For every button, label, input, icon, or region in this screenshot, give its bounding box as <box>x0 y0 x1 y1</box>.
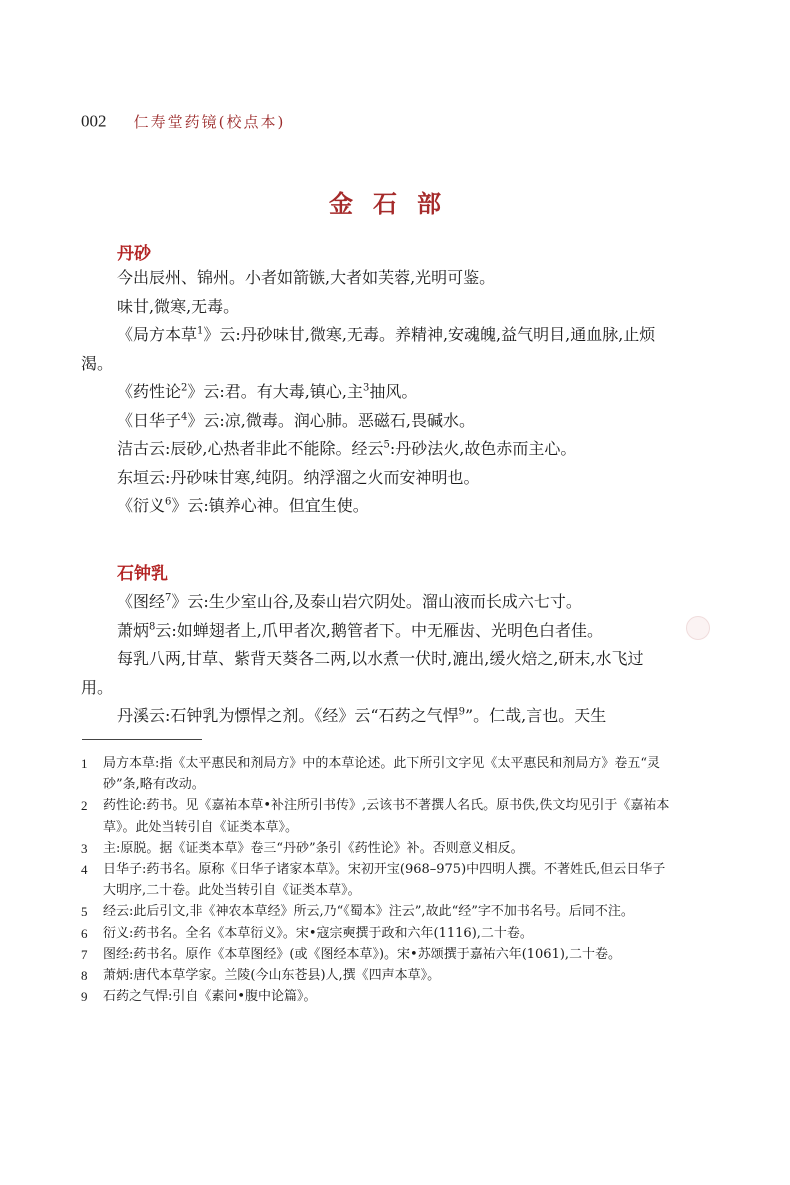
footnote <box>81 923 671 944</box>
footnote <box>81 986 671 1007</box>
running-title: 仁寿堂药镜(校点本) <box>133 113 286 131</box>
footnote-number: 9 <box>81 989 88 1005</box>
section-title-shizhongru: 石钟乳 <box>117 564 168 584</box>
footnote-number: 7 <box>81 946 88 962</box>
seal-mark <box>686 616 710 640</box>
section-body-dansha <box>81 264 669 521</box>
footnote-ref: 9 <box>458 706 465 718</box>
footnote <box>81 838 671 859</box>
footnote-text: 衍义:药书名。全名《本草衍义》。宋•寇宗奭撰于政和六年(1116),二十卷。 <box>103 925 533 941</box>
paragraph: 丹溪云:石钟乳为慓悍之剂。《经》云“石药之气悍$^9$”。仁哉,言也。天生 <box>117 706 607 725</box>
page-number: 002 <box>81 111 107 131</box>
footnote-number: 4 <box>81 862 88 878</box>
running-header <box>81 111 285 135</box>
footnote-ref: 5 <box>383 439 390 451</box>
paragraph: 萧炳$^8$云:如蝉翅者上,爪甲者次,鹅管者下。中无雁齿、光明色白者佳。 <box>117 620 603 640</box>
footnote-ref: 6 <box>165 496 172 508</box>
footnote-text: 萧炳:唐代本草学家。兰陵(今山东苍县)人,撰《四声本草》。 <box>103 968 441 984</box>
footnote-ref: 2 <box>181 382 188 394</box>
footnote <box>81 965 671 986</box>
section-title-dansha: 丹砂 <box>117 244 151 264</box>
footnote-text: 主:原脱。据《证类本草》卷三“丹砂”条引《药性论》补。否则意义相反。 <box>103 840 524 856</box>
footnote-text: 石药之气悍:引自《素问•腹中论篇》。 <box>103 989 317 1005</box>
footnote-ref: 8 <box>149 621 156 633</box>
paragraph: 《局方本草$^1$》云:丹砂味甘,微寒,无毒。养精神,安魂魄,益气明目,通血脉,止烦渴。 <box>81 325 656 373</box>
footnote-number: 2 <box>81 798 88 814</box>
footnote-number: 8 <box>81 968 88 984</box>
footnote-text: 经云:此后引文,非《神农本草经》所云,乃“《蜀本》注云”,故此“经”字不加书名号。后同不注。 <box>103 904 634 920</box>
footnote-divider <box>82 739 202 740</box>
paragraph: 今出辰州、锦州。小者如箭镞,大者如芙蓉,光明可鉴。 <box>117 268 496 287</box>
paragraph: 东垣云:丹砂味甘寒,纯阴。纳浮溜之火而安神明也。 <box>117 467 480 487</box>
chapter-title: 金石部 <box>329 189 461 218</box>
paragraph: 《衍义$^6$》云:镇养心神。但宜生使。 <box>117 496 369 515</box>
footnote <box>81 901 671 922</box>
footnote-text: 局方本草:指《太平惠民和剂局方》中的本草论述。此下所引文字见《太平惠民和剂局方》卷五“灵砂”条,略有改动。 <box>103 756 661 793</box>
footnote <box>81 859 671 901</box>
footnote-number: 5 <box>81 904 88 920</box>
paragraph: 《药性论$^2$》云:君。有大毒,镇心,主$^3$抽风。 <box>117 382 418 401</box>
paragraph: 《日华子$^4$》云:凉,微毒。润心肺。恶磁石,畏碱水。 <box>117 410 475 430</box>
paragraph: 《图经$^7$》云:生少室山谷,及泰山岩穴阴处。溜山液而长成六七寸。 <box>117 592 582 611</box>
footnote-ref: 1 <box>197 325 204 337</box>
footnote-number: 6 <box>81 925 88 941</box>
footnote-number: 1 <box>81 756 88 771</box>
footnote-ref: 4 <box>181 411 188 423</box>
footnote-ref: 7 <box>165 592 172 604</box>
paragraph: 洁古云:辰砂,心热者非此不能除。经云$^5$:丹砂法火,故色赤而主心。 <box>117 439 577 458</box>
footnote-number: 3 <box>81 840 88 856</box>
footnote-text: 药性论:药书。见《嘉祐本草•补注所引书传》,云该书不著撰人名氏。原书佚,佚文均见引于《嘉祐本草》。此处当转引自《证类本草》。 <box>103 798 670 835</box>
footnote-text: 日华子:药书名。原称《日华子诸家本草》。宋初开宝(968–975)中四明人撰。不著姓氏,但云日华子大明序,二十卷。此处当转引自《证类本草》。 <box>103 862 666 899</box>
footnotes <box>81 753 671 1007</box>
paragraph: 每乳八两,甘草、紫背天葵各二两,以水煮一伏时,漉出,缓火焙之,研末,水飞过用。 <box>81 649 644 697</box>
section-body-shizhongru <box>81 588 669 731</box>
footnote-text: 图经:药书名。原作《本草图经》(或《图经本草》)。宋•苏颂撰于嘉祐六年(1061),二十卷。 <box>103 946 622 962</box>
footnote-ref: 3 <box>362 382 370 394</box>
footnote <box>81 944 671 965</box>
footnote <box>81 795 671 837</box>
paragraph: 味甘,微寒,无毒。 <box>117 296 240 316</box>
footnote <box>81 753 671 795</box>
